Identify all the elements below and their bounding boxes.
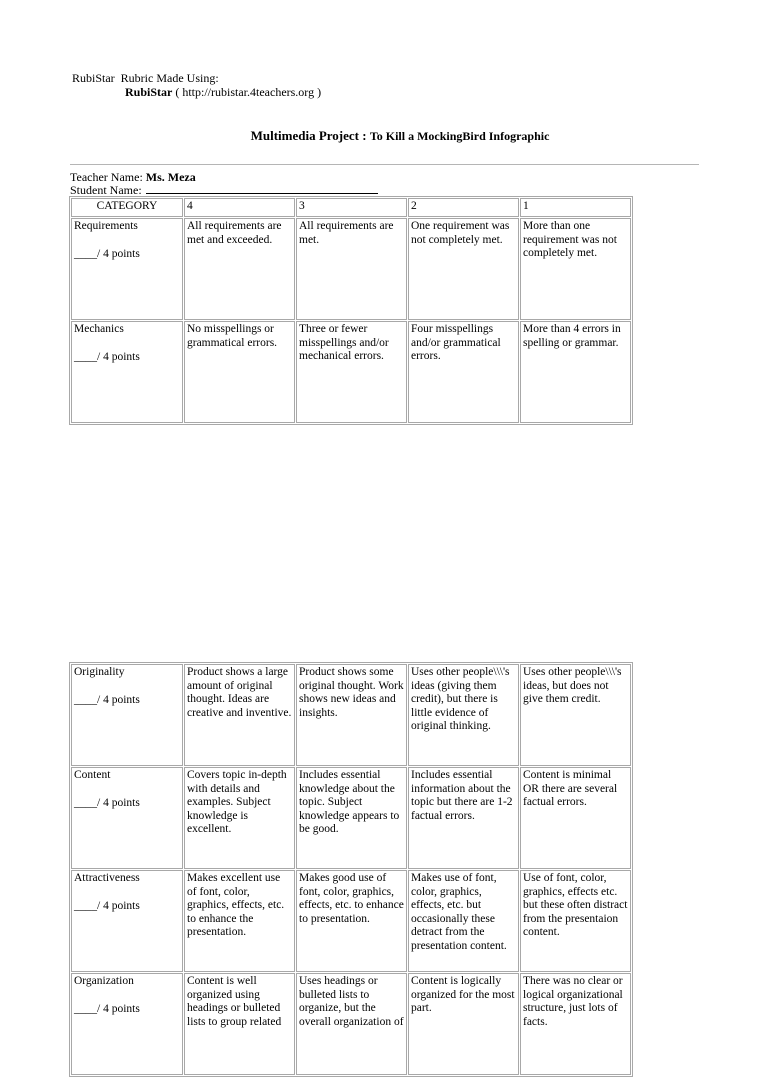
score-3-cell: Three or fewer misspellings and/or mechanical errors. bbox=[296, 321, 407, 423]
score-1-cell: More than 4 errors in spelling or grammar. bbox=[520, 321, 631, 423]
score-1-cell: Uses other people\\\'s ideas, but does not give them credit. bbox=[520, 664, 631, 766]
rubistar-url[interactable]: ( http://rubistar.4teachers.org ) bbox=[175, 85, 322, 99]
category-cell bbox=[71, 973, 183, 1075]
teacher-name: Ms. Meza bbox=[145, 170, 196, 184]
rubric-table-page1 bbox=[69, 196, 633, 425]
category-name: Originality bbox=[74, 666, 125, 678]
score-1-cell: There was no clear or logical organizational structure, just lots of facts. bbox=[520, 973, 631, 1075]
title-prefix: Multimedia Project : bbox=[250, 128, 370, 143]
points-blank: ____/ 4 points bbox=[74, 350, 140, 363]
score-3-cell: Product shows some original thought. Work shows new ideas and insights. bbox=[296, 664, 407, 766]
score-2-cell: Uses other people\\\'s ideas (giving them credit), but there is little evidence of original thinking. bbox=[408, 664, 519, 766]
student-label: Student Name: bbox=[70, 183, 142, 197]
score-3-cell: Makes good use of font, color, graphics, effects, etc. to enhance to presentation. bbox=[296, 870, 407, 972]
category-cell bbox=[71, 664, 183, 766]
score-4-cell: Makes excellent use of font, color, graphics, effects, etc. to enhance the presentation. bbox=[184, 870, 295, 972]
points-blank: ____/ 4 points bbox=[74, 693, 140, 706]
category-cell bbox=[71, 218, 183, 320]
points-blank: ____/ 4 points bbox=[74, 796, 140, 809]
table-header-row bbox=[71, 198, 631, 217]
score-4-cell: Covers topic in-depth with details and examples. Subject knowledge is excellent. bbox=[184, 767, 295, 869]
rubric-table-page2 bbox=[69, 662, 633, 1077]
category-name: Requirements bbox=[74, 220, 138, 232]
score-1-cell: Use of font, color, graphics, effects etc. but these often distract from the presentaion content. bbox=[520, 870, 631, 972]
header-score-4: 4 bbox=[184, 198, 295, 217]
score-2-cell: Content is logically organized for the most part. bbox=[408, 973, 519, 1075]
header-line-url bbox=[125, 85, 321, 99]
score-4-cell: Product shows a large amount of original thought. Ideas are creative and inventive. bbox=[184, 664, 295, 766]
brand-name: RubiStar bbox=[72, 71, 115, 85]
score-1-cell: More than one requirement was not completely met. bbox=[520, 218, 631, 320]
header-category: CATEGORY bbox=[71, 198, 183, 217]
score-3-cell: Uses headings or bulleted lists to organize, but the overall organization of bbox=[296, 973, 407, 1075]
points-blank: ____/ 4 points bbox=[74, 1002, 140, 1015]
score-4-cell: Content is well organized using headings or bulleted lists to group related bbox=[184, 973, 295, 1075]
score-4-cell: All requirements are met and exceeded. bbox=[184, 218, 295, 320]
score-3-cell: Includes essential knowledge about the topic. Subject knowledge appears to be good. bbox=[296, 767, 407, 869]
score-1-cell: Content is minimal OR there are several factual errors. bbox=[520, 767, 631, 869]
category-name: Mechanics bbox=[74, 323, 124, 335]
score-2-cell: Four misspellings and/or grammatical errors. bbox=[408, 321, 519, 423]
category-cell bbox=[71, 321, 183, 423]
category-name: Content bbox=[74, 769, 111, 781]
score-3-cell: All requirements are met. bbox=[296, 218, 407, 320]
header-line-brand bbox=[72, 71, 219, 85]
page-title bbox=[0, 128, 768, 144]
header-score-1: 1 bbox=[520, 198, 631, 217]
table-row bbox=[71, 870, 631, 972]
points-blank: ____/ 4 points bbox=[74, 899, 140, 912]
table-row bbox=[71, 973, 631, 1075]
made-using-label: Rubric Made Using: bbox=[120, 71, 219, 85]
table-row bbox=[71, 664, 631, 766]
title-name: To Kill a MockingBird Infographic bbox=[369, 129, 550, 143]
table-row bbox=[71, 218, 631, 320]
category-name: Organization bbox=[74, 975, 134, 987]
score-4-cell: No misspellings or grammatical errors. bbox=[184, 321, 295, 423]
score-2-cell: One requirement was not completely met. bbox=[408, 218, 519, 320]
score-2-cell: Makes use of font, color, graphics, effects, etc. but occasionally these detract from the presentation content. bbox=[408, 870, 519, 972]
divider bbox=[70, 164, 699, 165]
header-score-3: 3 bbox=[296, 198, 407, 217]
category-cell bbox=[71, 767, 183, 869]
table-row bbox=[71, 321, 631, 423]
header-score-2: 2 bbox=[408, 198, 519, 217]
points-blank: ____/ 4 points bbox=[74, 247, 140, 260]
table-row bbox=[71, 767, 631, 869]
student-name-blank bbox=[146, 183, 378, 194]
category-cell bbox=[71, 870, 183, 972]
category-name: Attractiveness bbox=[74, 872, 140, 884]
score-2-cell: Includes essential information about the topic but there are 1-2 factual errors. bbox=[408, 767, 519, 869]
rubistar-bold: RubiStar bbox=[125, 85, 173, 99]
teacher-label: Teacher Name: bbox=[70, 170, 146, 184]
